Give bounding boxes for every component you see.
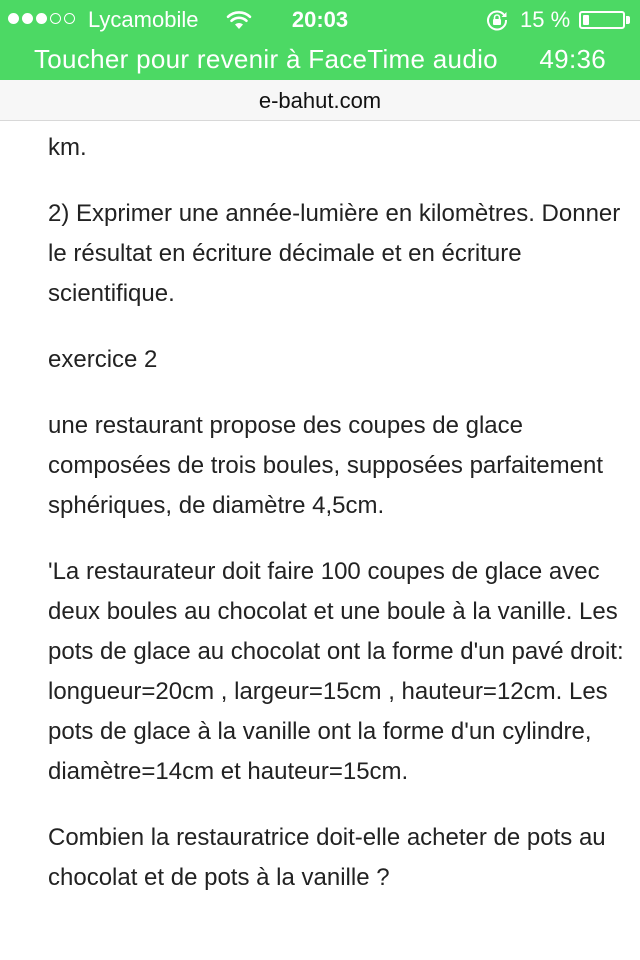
battery-percent: 15 %	[520, 7, 571, 32]
paragraph: 2) Exprimer une année-lumière en kilomètres. Donner le résultat en écriture décimale et en écriture scientifique.	[48, 200, 621, 307]
battery-level	[583, 15, 589, 25]
paragraph: km.	[48, 134, 87, 161]
call-timer: 49:36	[539, 44, 606, 74]
clock: 20:03	[291, 7, 349, 32]
status-row	[0, 0, 640, 40]
facetime-banner-label: Toucher pour revenir à FaceTime audio	[34, 44, 498, 74]
carrier-name: Lycamobile	[88, 7, 199, 32]
battery-icon	[579, 11, 625, 29]
article-content	[48, 120, 628, 898]
paragraph: une restaurant propose des coupes de glace composées de trois boules, supposées parfaitement sphériques, de diamètre 4,5cm.	[48, 412, 603, 519]
paragraph: Combien la restauratrice doit-elle acheter de pots au chocolat et de pots à la vanille ?	[48, 824, 606, 891]
paragraph: 'La restaurateur doit faire 100 coupes de glace avec deux boules au chocolat et une boule à la vanille. Les pots de glace au chocolat ont la forme d'un pavé droit: longueur=20cm , largeur=15cm , hauteur=12cm. Les pots de glace à la vanille ont la forme d'un cylindre, diamètre=14cm et hauteur=15cm.	[48, 558, 624, 785]
rotation-lock-icon	[486, 9, 508, 31]
status-bar	[0, 0, 640, 80]
paragraph: exercice 2	[48, 346, 158, 373]
battery-nub	[626, 16, 630, 24]
address-bar[interactable]: e-bahut.com	[0, 80, 640, 121]
facetime-return-banner[interactable]	[0, 42, 640, 78]
